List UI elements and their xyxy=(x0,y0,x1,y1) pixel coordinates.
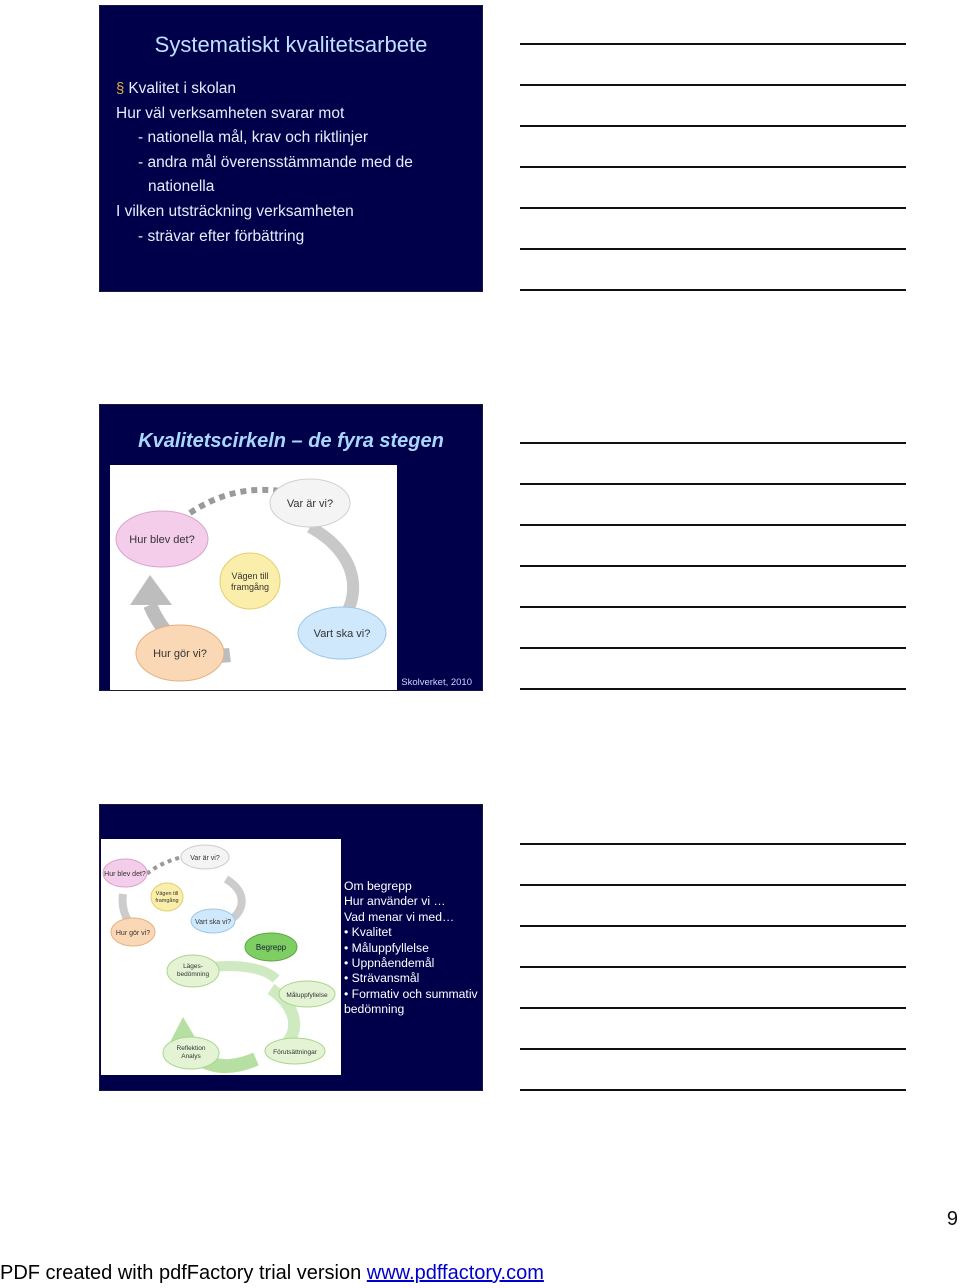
note-line xyxy=(520,442,906,444)
node-vagen-till-framgang xyxy=(220,553,280,609)
slide-1-line: - andra mål överensstämmande med de xyxy=(138,153,413,171)
node-label: framgång xyxy=(230,582,270,592)
slide-2 xyxy=(99,404,483,691)
node-label: Vart ska vi? xyxy=(313,628,371,640)
slide-1-line: I vilken utsträckning verksamheten xyxy=(116,202,354,220)
slide-1-line: nationella xyxy=(148,178,215,196)
node-label: Hur gör vi? xyxy=(115,930,151,937)
bullet-icon: § xyxy=(116,80,125,97)
slide-3-line: Hur använder vi … xyxy=(344,894,446,909)
footer-link[interactable]: www.pdffactory.com xyxy=(366,1262,544,1284)
node-label: framgång xyxy=(155,898,179,904)
dashed-arrow xyxy=(190,490,280,513)
slide-3-body xyxy=(344,879,483,1018)
note-line xyxy=(520,966,906,968)
node-label: Begrepp xyxy=(255,943,287,952)
extended-quality-diagram xyxy=(101,839,341,1075)
note-lines-3 xyxy=(520,843,906,1130)
slide-1-line: - strävar efter förbättring xyxy=(138,227,305,245)
note-line xyxy=(520,166,906,168)
slide-3-line: • Uppnåendemål xyxy=(344,956,435,971)
note-line xyxy=(520,84,906,86)
slide-1 xyxy=(99,5,483,292)
note-line xyxy=(520,884,906,886)
slide-1-body xyxy=(116,77,413,249)
slide-1-title: Systematiskt kvalitetsarbete xyxy=(154,32,428,57)
note-line xyxy=(520,565,906,567)
note-line xyxy=(520,248,906,250)
note-line xyxy=(520,207,906,209)
note-line xyxy=(520,1007,906,1009)
note-line xyxy=(520,1048,906,1050)
note-line xyxy=(520,43,906,45)
node-label: Förutsättningar xyxy=(273,1049,317,1056)
note-lines-1 xyxy=(520,43,906,330)
slide-3-line: bedömning xyxy=(344,1002,405,1017)
node-label: Vägen till xyxy=(155,891,179,897)
node-label: Måluppfyllelse xyxy=(286,992,328,999)
note-line xyxy=(520,688,906,690)
note-lines-2 xyxy=(520,442,906,729)
slide-3-line: • Måluppfyllelse xyxy=(344,940,429,955)
node-label: bedömning xyxy=(176,971,210,978)
slide-1-line: - nationella mål, krav och riktlinjer xyxy=(138,129,369,147)
node-label: Reflektion xyxy=(176,1045,206,1052)
slide-3-line: • Kvalitet xyxy=(344,925,392,940)
slide-3-line: Vad menar vi med… xyxy=(344,909,455,924)
node-label: Hur blev det? xyxy=(104,871,146,878)
note-line xyxy=(520,925,906,927)
slide-3-line: Om begrepp xyxy=(344,879,412,893)
node-vagen-till-framgang xyxy=(151,883,183,911)
arrow-head-icon xyxy=(130,575,172,605)
note-line xyxy=(520,647,906,649)
node-label: Hur blev det? xyxy=(129,534,195,546)
page-number: 9 xyxy=(946,1208,958,1230)
slide-2-title: Kvalitetscirkeln – de fyra stegen xyxy=(138,430,444,452)
node-label: Var är vi? xyxy=(286,498,334,510)
note-line xyxy=(520,1089,906,1091)
node-label: Hur gör vi? xyxy=(153,648,207,660)
slide-3 xyxy=(99,804,483,1091)
quality-circle-diagram xyxy=(110,465,397,691)
slide-2-credit: Skolverket, 2010 xyxy=(401,677,472,688)
slide-3-line: • Formativ och summativ xyxy=(344,986,478,1001)
note-line xyxy=(520,483,906,485)
slide-1-line: Hur väl verksamheten svarar mot xyxy=(116,104,345,122)
note-line xyxy=(520,606,906,608)
node-label: Vägen till xyxy=(231,571,269,581)
note-line xyxy=(520,524,906,526)
note-line xyxy=(520,125,906,127)
note-line xyxy=(520,289,906,291)
node-label: Läges- xyxy=(183,963,203,970)
slide-3-line: • Strävansmål xyxy=(344,971,420,986)
node-label: Vart ska vi? xyxy=(194,919,232,926)
node-label: Analys xyxy=(181,1053,201,1060)
slide-1-line: § Kvalitet i skolan xyxy=(116,80,237,97)
node-label: Var är vi? xyxy=(190,855,220,862)
footer-text: PDF created with pdfFactory trial version xyxy=(0,1262,367,1284)
pdf-footer xyxy=(0,1262,544,1285)
note-line xyxy=(520,843,906,845)
